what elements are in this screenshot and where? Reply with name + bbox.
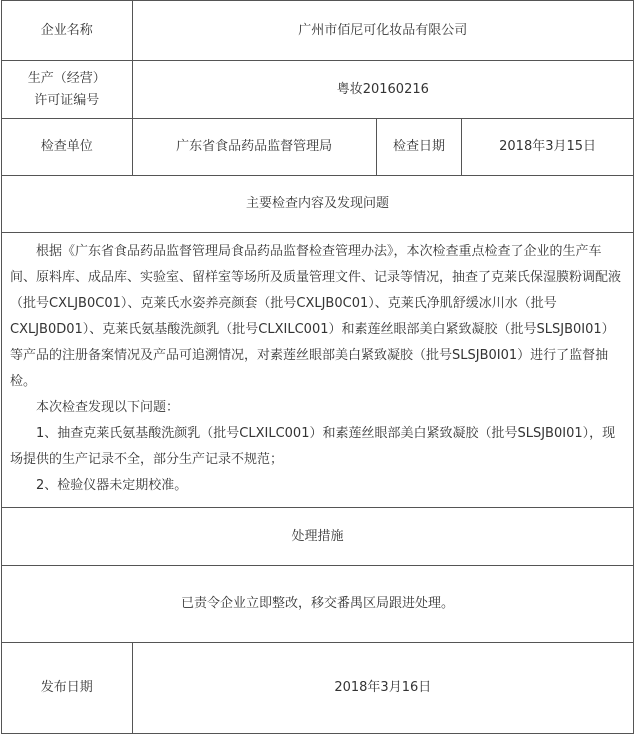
inspection-date-label: 检查日期 bbox=[376, 119, 461, 176]
findings-item-2: 2、检验仪器未定期校准。 bbox=[36, 478, 188, 493]
measures-title-row bbox=[2, 508, 634, 566]
company-name-label: 企业名称 bbox=[2, 1, 133, 61]
measures-title: 处理措施 bbox=[2, 508, 634, 566]
findings-paragraph-2: 本次检查发现以下问题： bbox=[36, 400, 180, 415]
findings-title: 主要检查内容及发现问题 bbox=[2, 176, 634, 233]
license-label-line2: 许可证编号 bbox=[34, 92, 100, 108]
findings-item-1: 1、抽查克莱氏氨基酸洗颜乳（批号CLXILC001）和素莲丝眼部美白紧致凝胶（批号SLSJB0I01），现场提供的生产记录不全，部分生产记录不规范； bbox=[10, 426, 616, 467]
findings-title-row bbox=[2, 176, 634, 233]
findings-paragraph-1: 根据《广东省食品药品监督管理局食品药品监督检查管理办法》，本次检查重点检查了企业的生产车间、原料库、成品库、实验室、留样室等场所及质量管理文件、记录等情况，抽查了克莱氏保湿膜粉调配液（批号CXLJB0C01）、克莱氏水姿养亮颜套（批号CXLJB0C01）、克莱氏净肌舒缓冰川水（批号CXLJB0D01）、克莱氏氨基酸洗颜乳（批号CLXILC001）和素莲丝眼部美白紧致凝胶（批号SLSJB0I01）等产品的注册备案情况及产品可追溯情况，对素莲丝眼部美白紧致凝胶（批号SLSJB0I01）进行了监督抽检。 bbox=[10, 244, 622, 389]
license-label-line1: 生产（经营） bbox=[27, 70, 106, 86]
inspection-unit-label: 检查单位 bbox=[2, 119, 133, 176]
measures-content: 已责令企业立即整改，移交番禺区局跟进处理。 bbox=[2, 566, 634, 643]
license-value: 粤妆20160216 bbox=[132, 61, 633, 119]
findings-content bbox=[2, 233, 634, 508]
inspection-date-value: 2018年3月15日 bbox=[462, 119, 634, 176]
license-row bbox=[2, 61, 634, 119]
publish-date-label: 发布日期 bbox=[2, 643, 133, 734]
company-row bbox=[2, 1, 634, 61]
findings-content-row bbox=[2, 233, 634, 508]
license-label bbox=[2, 61, 133, 119]
publish-row bbox=[2, 643, 634, 734]
company-name-value: 广州市佰尼可化妆品有限公司 bbox=[132, 1, 633, 61]
measures-content-row bbox=[2, 566, 634, 643]
inspection-table bbox=[1, 0, 634, 734]
publish-date-value: 2018年3月16日 bbox=[132, 643, 633, 734]
inspection-row bbox=[2, 119, 634, 176]
inspection-unit-value: 广东省食品药品监督管理局 bbox=[132, 119, 376, 176]
